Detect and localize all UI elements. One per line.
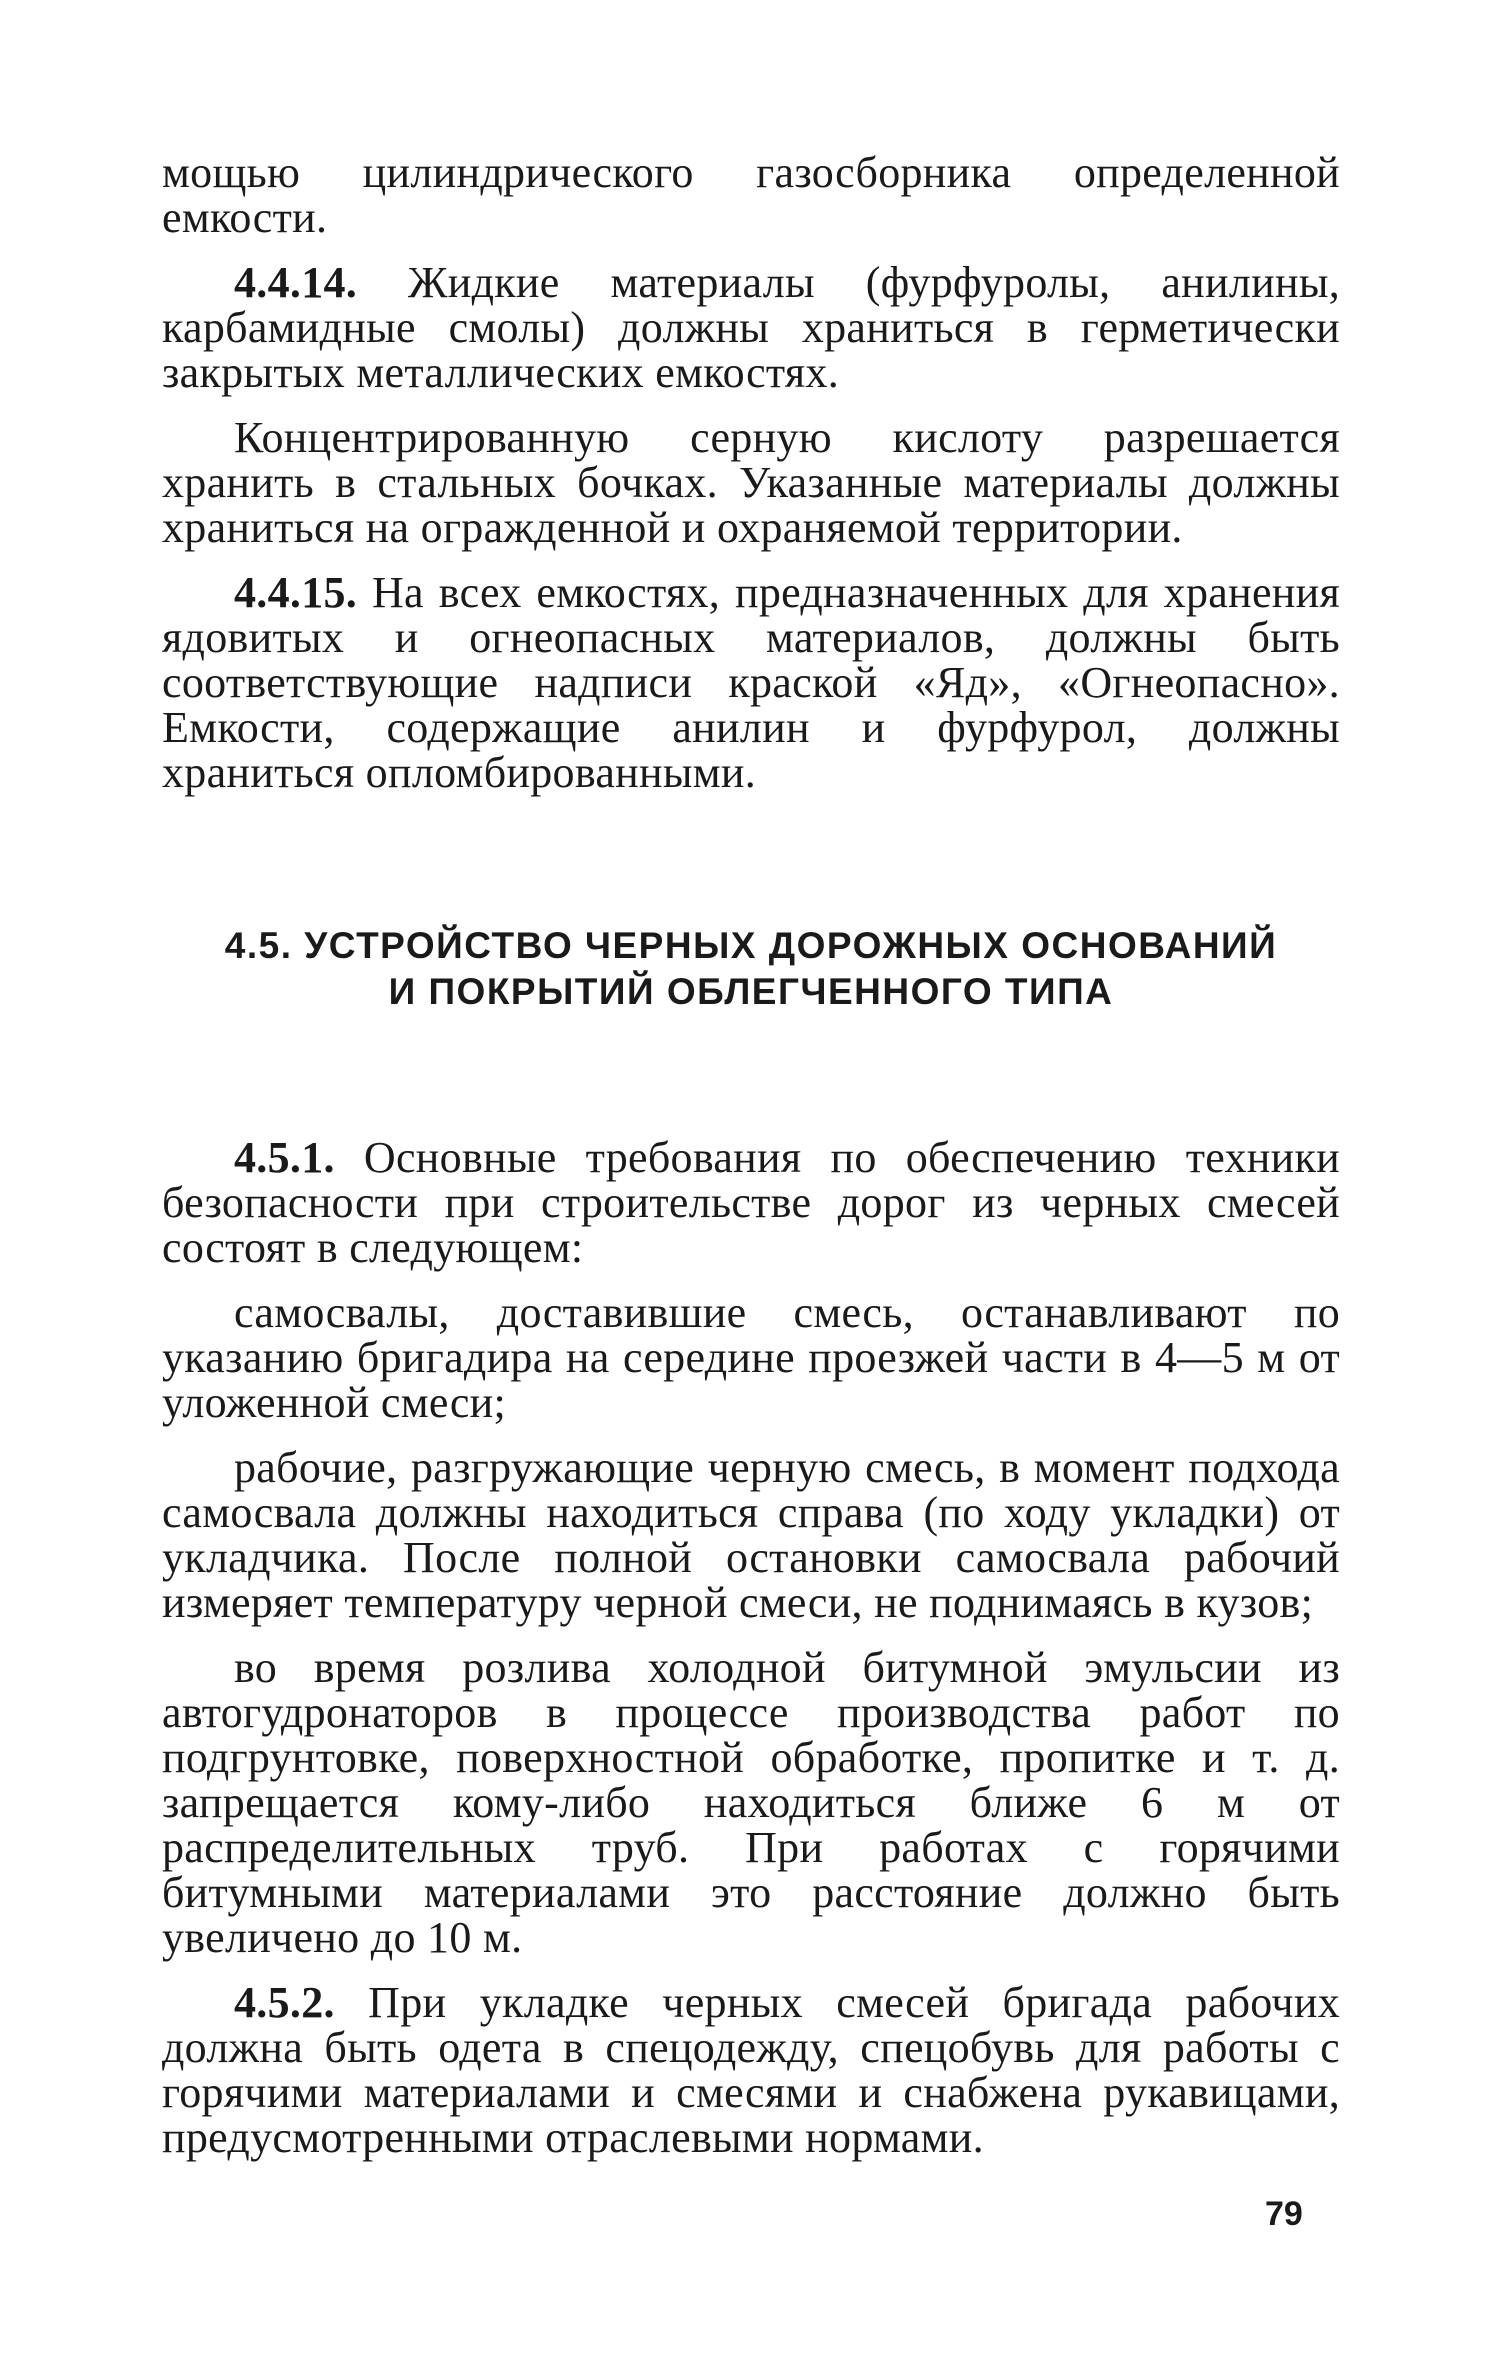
paragraph-4-5-2 [162,1980,1340,2160]
clause-number: 4.5.2. [234,1978,335,2027]
clause-text: На всех емкостях, предназначенных для хранения ядовитых и огнеопасных материалов, должны быть соответствующие надписи краской «Яд», «Огнеопасно». Емкости, содержащие анилин и фурфурол, должны храниться опломбированными. [162,568,1340,797]
clause-number: 4.4.15. [234,568,358,617]
clause-text: Жидкие материалы (фурфуролы, анилины, карбамидные смолы) должны храниться в герметически закрытых металлических емкостях. [162,258,1340,397]
clause-text: Основные требования по обеспечению техники безопасности при строительстве дорог из черных смесей состоят в следующем: [162,1133,1340,1272]
section-heading [162,923,1340,1015]
paragraph-workers: рабочие, разгружающие черную смесь, в момент подхода самосвала должны находиться справа (по ходу укладки) от укладчика. После полной остановки самосвала рабочий измеряет температуру черной смеси, не поднимаясь в кузов; [162,1443,1340,1627]
clause-number: 4.5.1. [234,1133,335,1182]
paragraph-4-4-14 [162,260,1340,395]
clause-text: При укладке черных смесей бригада рабочих должна быть одета в спецодежду, спецобувь для работы с горячими материалами и смесями и снабжена рукавицами, предусмотренными отраслевыми нормами. [162,1978,1340,2162]
paragraph-dump-trucks: самосвалы, доставившие смесь, останавливают по указанию бригадира на середине проезжей части в 4—5 м от уложенной смеси; [162,1288,1340,1427]
section-heading-line-1: 4.5. УСТРОЙСТВО ЧЕРНЫХ ДОРОЖНЫХ ОСНОВАНИЙ [224,925,1278,966]
section-heading-line-2: И ПОКРЫТИЙ ОБЛЕГЧЕННОГО ТИПА [388,971,1114,1012]
paragraph-4-5-1 [162,1135,1340,1270]
clause-number: 4.4.14. [234,258,358,307]
page-content [162,150,1340,2160]
paragraph-continuation: мощью цилиндрического газосборника определенной емкости. [162,148,1340,242]
paragraph-4-4-15 [162,570,1340,795]
paragraph-emulsion: во время розлива холодной битумной эмульсии из автогудронаторов в процессе производства работ по подгрунтовке, поверхностной обработке, пропитке и т. д. запрещается кому-либо находиться ближе 6 м от распределительных труб. При работах с горячими битумными материалами это расстояние должно быть увеличено до 10 м. [162,1643,1340,1962]
paragraph-sulfuric-acid: Концентрированную серную кислоту разрешается хранить в стальных бочках. Указанные материалы должны храниться на огражденной и охраняемой территории. [162,413,1340,552]
page-number: 79 [1265,2195,1303,2233]
